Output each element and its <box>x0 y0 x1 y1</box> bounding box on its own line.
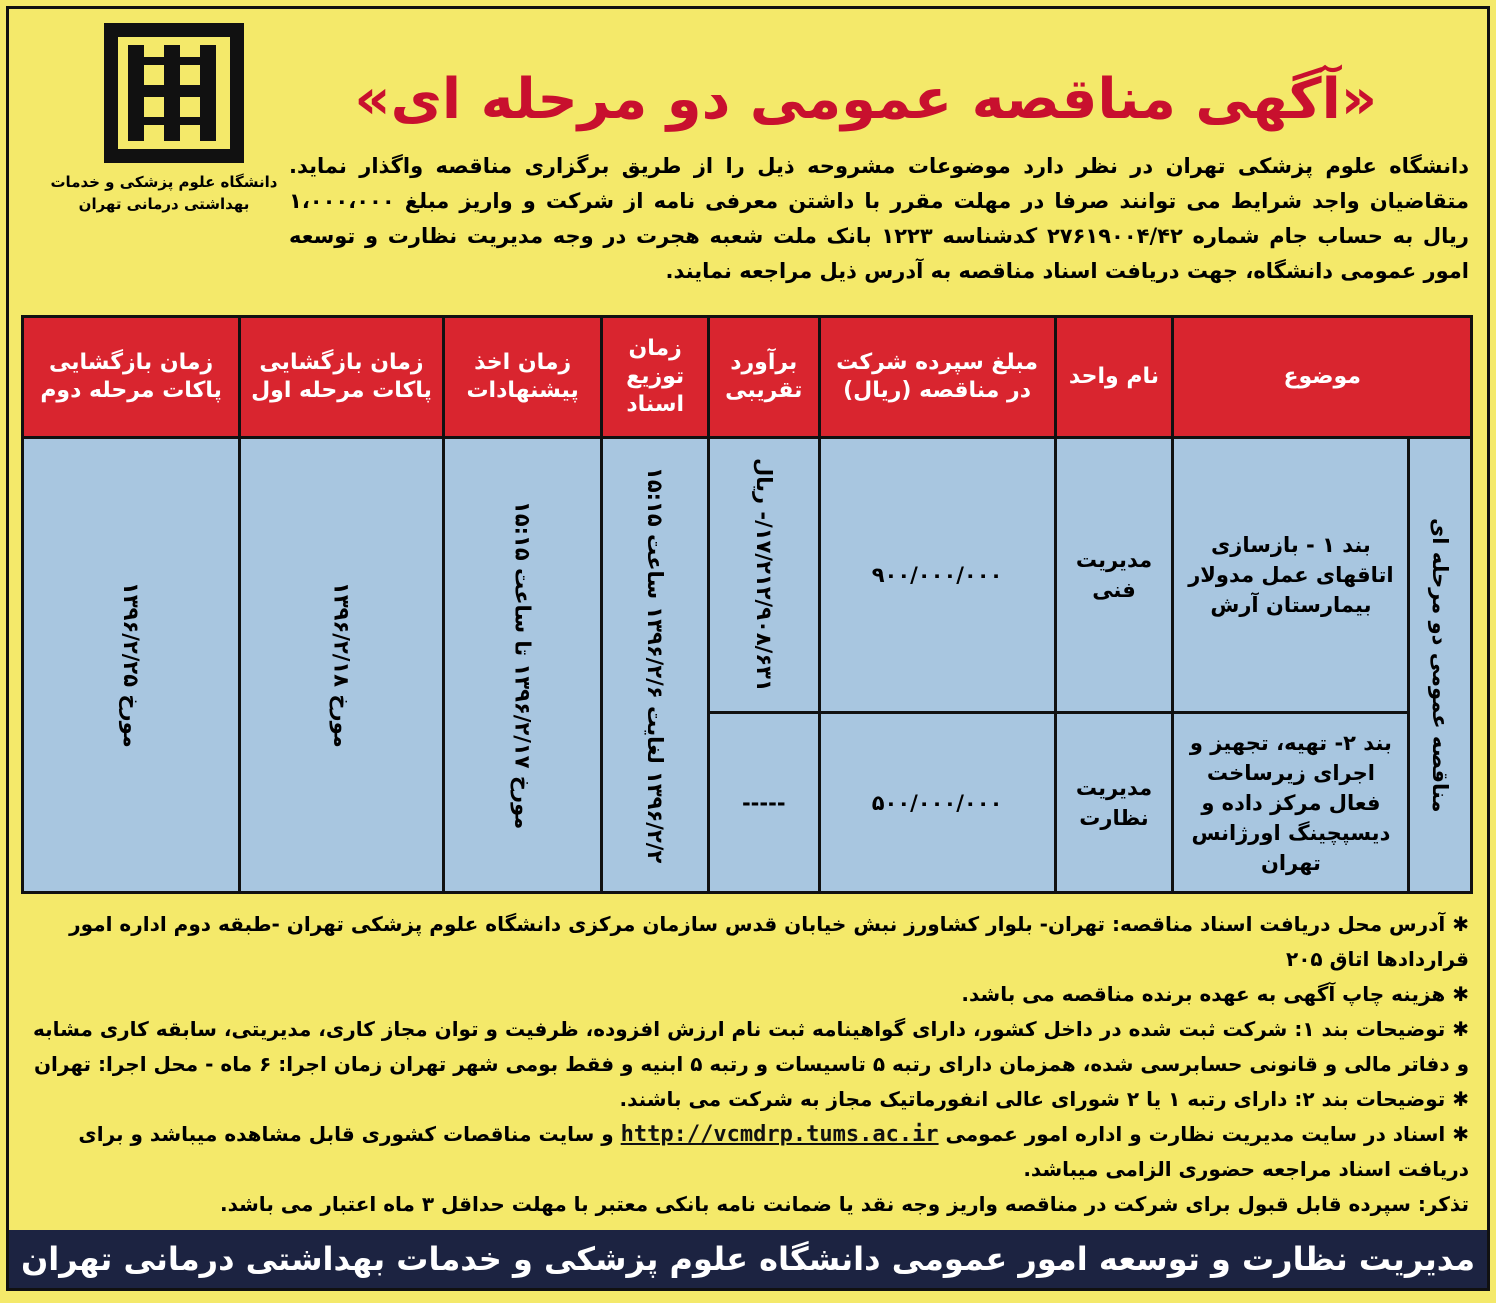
note-item1 <box>29 1012 1469 1082</box>
asterisk-icon: ✱ <box>1452 1017 1469 1041</box>
header-receipt: زمان اخذ پیشنهادات <box>443 317 602 438</box>
row1-deposit: ۹۰۰/۰۰۰/۰۰۰ <box>819 438 1055 713</box>
open1-cell <box>240 438 444 893</box>
header-estimate: برآورد تقریبی <box>708 317 819 438</box>
asterisk-icon: ✱ <box>1452 982 1469 1006</box>
row1-unit: مدیریت فنی <box>1055 438 1173 713</box>
row2-unit: مدیریت نظارت <box>1055 713 1173 893</box>
notes <box>29 907 1469 1222</box>
asterisk-icon: ✱ <box>1452 1087 1469 1111</box>
distribution-value: ۱۳۹۶/۲/۲ لغایت ۱۳۹۶/۲/۶ ساعت ۱۵:۱۵ <box>643 466 668 864</box>
row1-estimate: ۱۷/۲۱۲/۹۰۸/۶۳۱/- ریال <box>751 458 776 692</box>
note-item1-text: توضیحات بند ۱: شرکت ثبت شده در داخل کشور، دارای گواهینامه ثبت نام ارزش افزوده، ظرفیت و توان مجاز کاری، مدیریتی، سابقه کاری مشابه و دفاتر مالی و قانونی حسابرسی شده، همزمان دارای رتبه ۵ تاسیسات و رتبه ۵ ابنیه و فقط بومی شهر تهران زمان اجرا: ۶ ماه - محل اجرا: تهران <box>32 1017 1469 1076</box>
header-distribution: زمان توزیع اسناد <box>602 317 708 438</box>
row2-subject: بند ۲- تهیه، تجهیز و اجرای زیرساخت فعال مرکز داده و دیسپچینگ اورژانس تهران <box>1173 713 1409 893</box>
logo-caption-line1: دانشگاه علوم پزشکی و خدمات <box>50 173 278 191</box>
logo-caption-line2: بهداشتی درمانی تهران <box>78 195 250 213</box>
header-unit: نام واحد <box>1055 317 1173 438</box>
row1-estimate-cell <box>708 438 819 713</box>
note-cost <box>29 977 1469 1012</box>
open2-cell <box>23 438 240 893</box>
receipt-value: مورخ ۱۳۹۶/۲/۱۷ تا ساعت ۱۵:۱۵ <box>510 500 535 830</box>
header-subject: موضوع <box>1173 317 1472 438</box>
receipt-cell <box>443 438 602 893</box>
asterisk-icon: ✱ <box>1452 1122 1469 1146</box>
university-logo-icon <box>104 23 244 163</box>
note-item2 <box>29 1082 1469 1117</box>
header <box>9 9 1487 309</box>
row2-deposit: ۵۰۰/۰۰۰/۰۰۰ <box>819 713 1055 893</box>
footer-banner: مدیریت نظارت و توسعه امور عمومی دانشگاه علوم پزشکی و خدمات بهداشتی درمانی تهران <box>9 1230 1487 1288</box>
note-item2-text: توضیحات بند ۲: دارای رتبه ۱ یا ۲ شورای عالی انفورماتیک مجاز به شرکت می باشند. <box>619 1087 1446 1111</box>
note-docs-after: و سایت مناقصات کشوری قابل مشاهده میباشد و برای دریافت اسناد مراجعه حضوری الزامی میباشد. <box>78 1122 1469 1181</box>
open1-value: مورخ ۱۳۹۶/۲/۱۸ <box>329 582 354 748</box>
table-header-row <box>23 317 1472 438</box>
note-docs <box>29 1117 1469 1187</box>
asterisk-icon: ✱ <box>1452 912 1469 936</box>
row1-subject: بند ۱ - بازسازی اتاقهای عمل مدولار بیمارستان آرش <box>1173 438 1409 713</box>
row2-estimate: ----- <box>708 713 819 893</box>
open2-value: مورخ ۱۳۹۶/۲/۲۵ <box>119 582 144 748</box>
advert-title: «آگهی مناقصه عمومی دو مرحله ای» <box>354 67 1377 132</box>
tender-table <box>21 315 1473 894</box>
note-reminder: تذکر: سپرده قابل قبول برای شرکت در مناقصه واریز وجه نقد یا ضمانت نامه بانکی معتبر با مهلت حداقل ۳ ماه اعتبار می باشد. <box>219 1192 1469 1216</box>
table-row <box>23 438 1472 713</box>
header-open2: زمان بازگشایی پاکات مرحله دوم <box>23 317 240 438</box>
note-cost-text: هزینه چاپ آگهی به عهده برنده مناقصه می باشد. <box>961 982 1446 1006</box>
note-address-text: آدرس محل دریافت اسناد مناقصه: تهران- بلوار کشاورز نبش خیابان قدس سازمان مرکزی دانشگاه علوم پزشکی تهران -طبقه دوم اداره امور قراردادها اتاق ۲۰۵ <box>69 912 1469 971</box>
group-label: مناقصه عمومی دو مرحله ای <box>1428 517 1453 813</box>
tender-advertisement <box>6 6 1490 1291</box>
logo-caption <box>39 171 289 215</box>
header-deposit: مبلغ سپرده شرکت در مناقصه (ریال) <box>819 317 1055 438</box>
docs-website-link[interactable]: http://vcmdrp.tums.ac.ir <box>620 1122 939 1147</box>
note-address <box>29 907 1469 977</box>
intro-text: دانشگاه علوم پزشکی تهران در نظر دارد موضوعات مشروحه ذیل را از طریق برگزاری مناقصه واگذار نماید. متقاضیان واجد شرایط می توانند صرفا در مهلت مقرر با داشتن معرفی نامه از شرکت و واریز مبلغ ۱،۰۰۰،۰۰۰ ریال به حساب جام شماره ۲۷۶۱۹۰۰۴/۴۲ کدشناسه ۱۲۲۳ بانک ملت شعبه هجرت در وجه مدیریت نظارت و توسعه امور عمومی دانشگاه، جهت دریافت اسناد مناقصه به آدرس ذیل مراجعه نمایند. <box>289 154 1469 283</box>
distribution-cell <box>602 438 708 893</box>
note-docs-before: اسناد در سایت مدیریت نظارت و اداره امور عمومی <box>945 1122 1446 1146</box>
header-open1: زمان بازگشایی پاکات مرحله اول <box>240 317 444 438</box>
group-label-cell <box>1409 438 1472 893</box>
